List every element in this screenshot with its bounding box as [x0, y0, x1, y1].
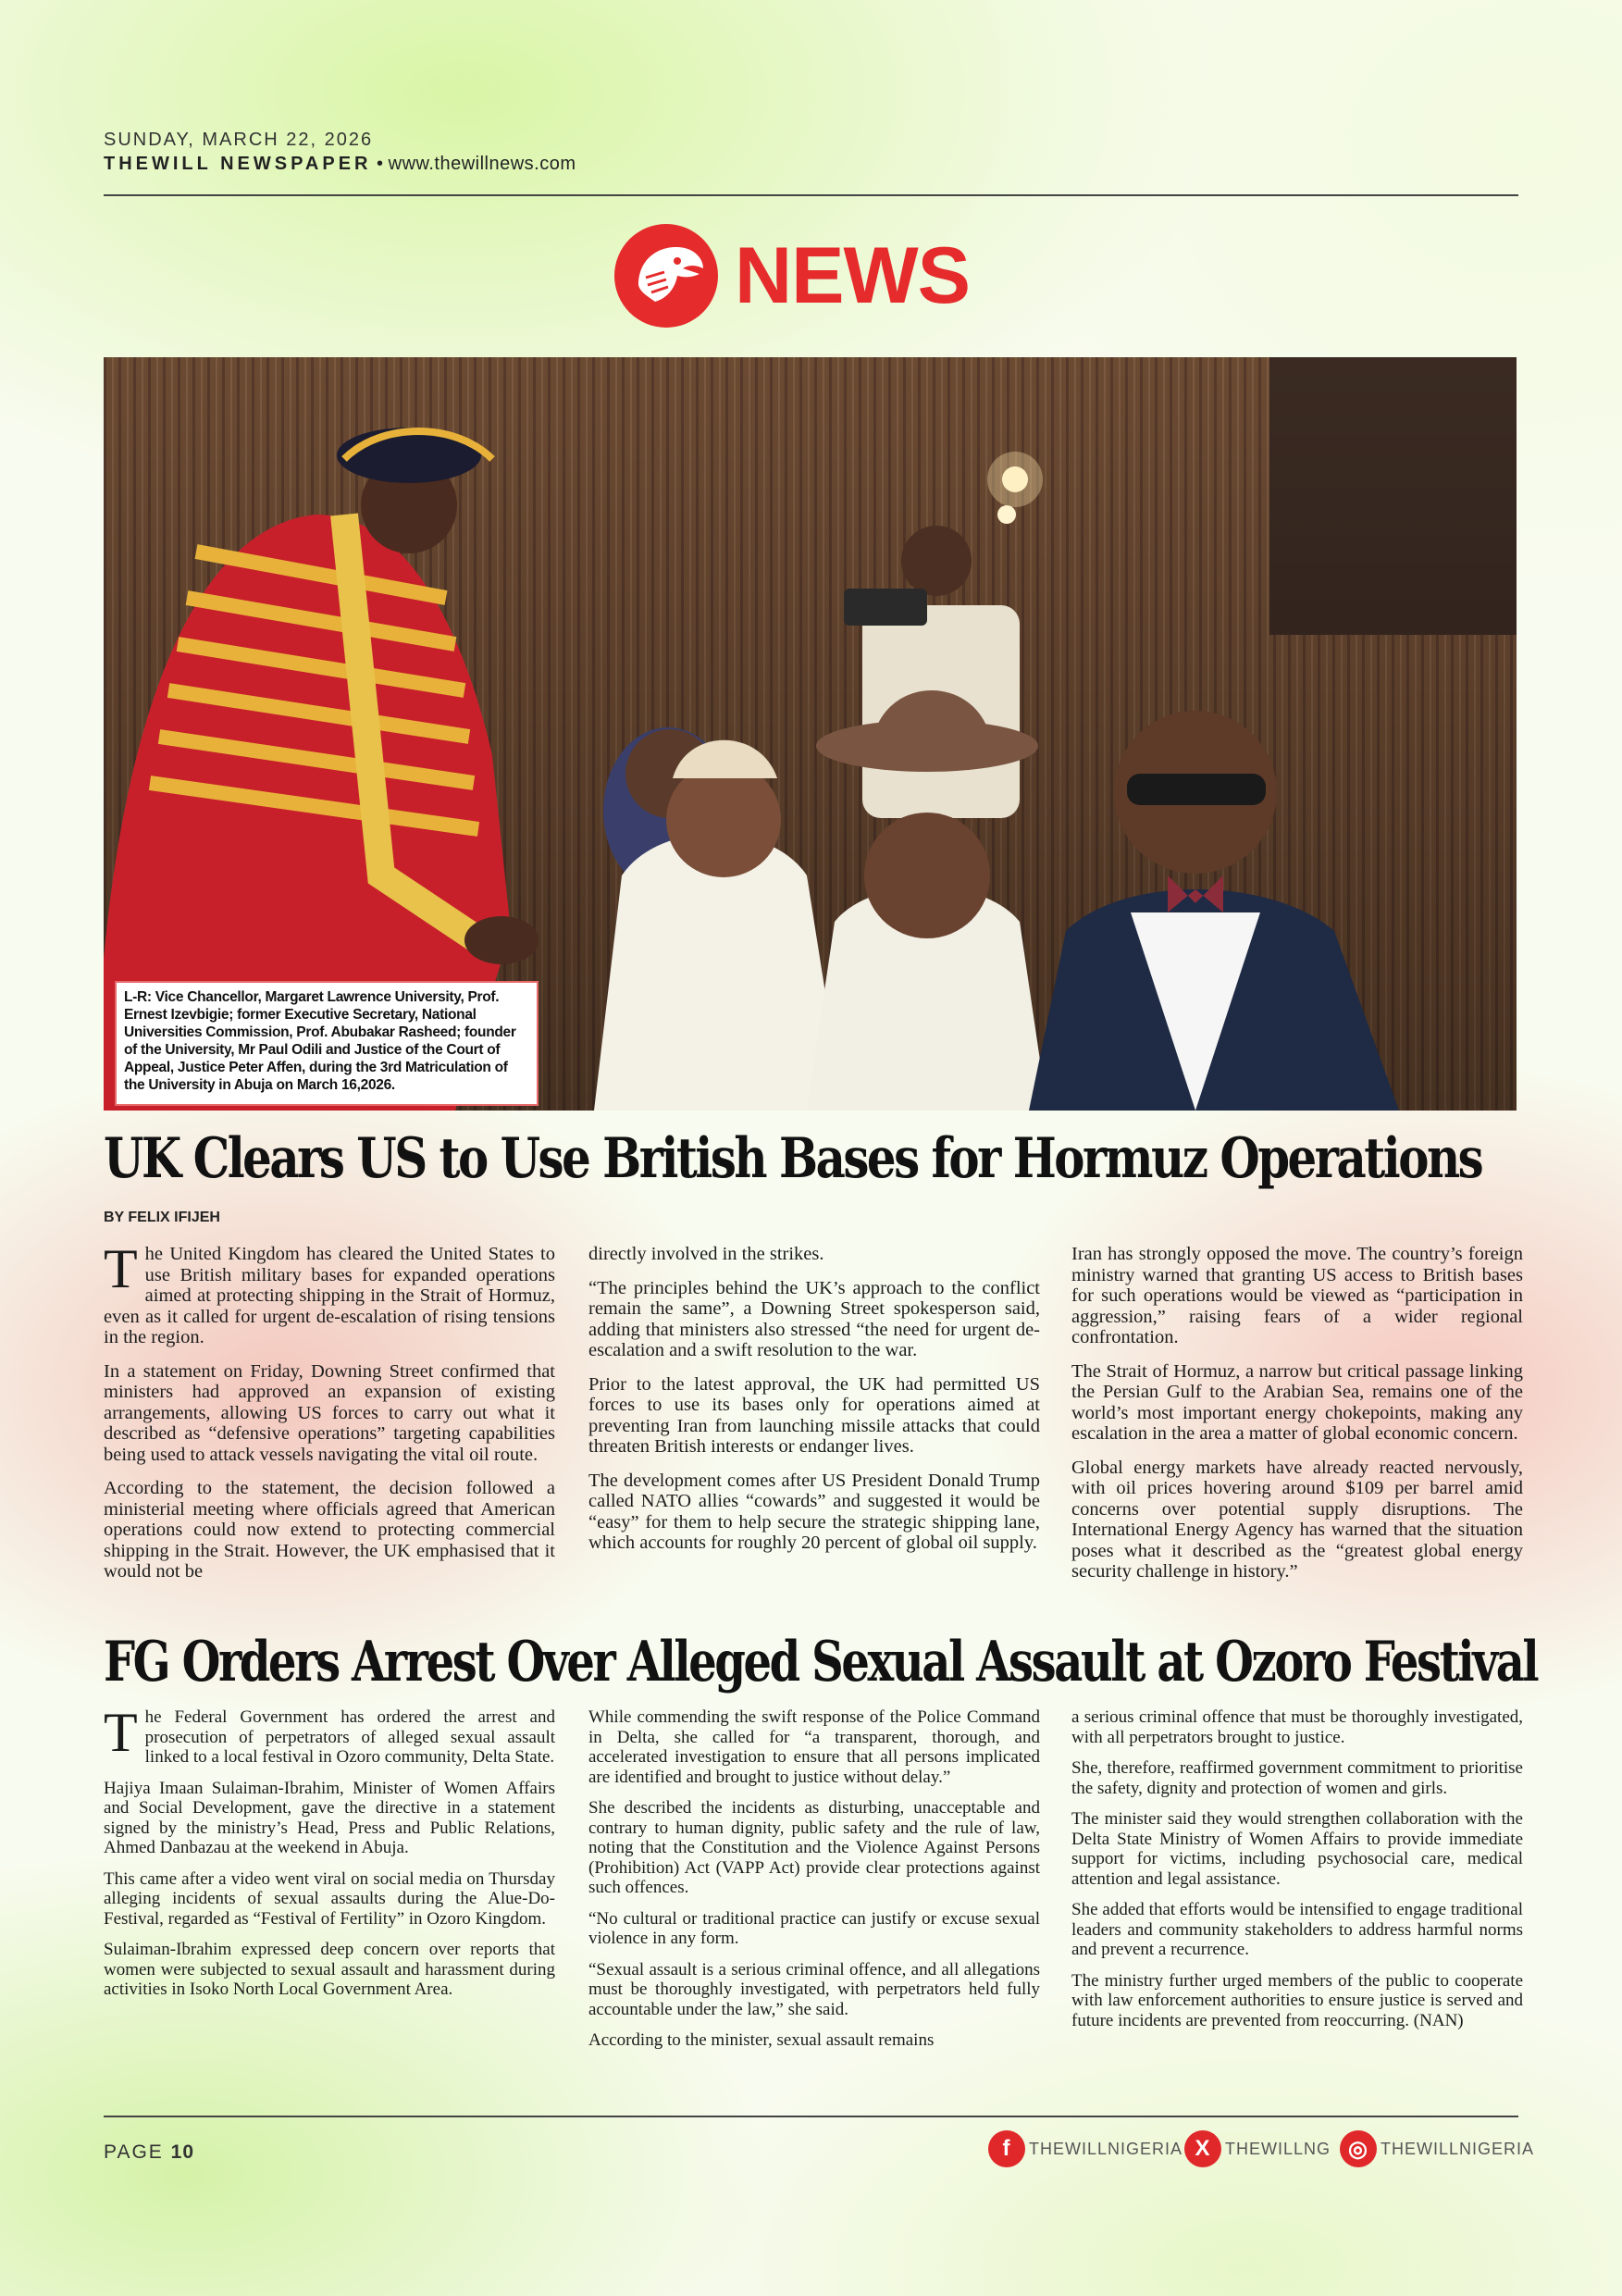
paragraph: This came after a video went viral on social media on Thursday alleging incidents of sexual assaults during the Alue-Do-Festival, regarded as “Festival of Fertility” in Ozoro Kingdom. — [104, 1868, 555, 1929]
section-title: NEWS — [735, 230, 970, 320]
page-number: PAGE 10 — [104, 2141, 194, 2163]
paragraph: The United Kingdom has cleared the United States to use British military bases for expanded operations aimed at protecting shipping in the Strait of Hormuz, even as it called for urgent de-escalation of rising tensions in the region. — [104, 1238, 555, 1347]
paragraph: The development comes after US President Donald Trump called NATO allies “cowards” and suggested it would be “easy” for them to help secure the strategic shipping lane, which accounts for roughly 20 percent of global oil supply. — [588, 1470, 1040, 1553]
paragraph: Sulaiman-Ibrahim expressed deep concern over reports that women were subjected to sexual assault and harassment during activities in Isoko North Local Government Area. — [104, 1940, 555, 1999]
paragraph: While commending the swift response of the Police Command in Delta, she called for “a transparent, thorough, and accelerated investigation to ensure that all persons implicated are identified and brought to justice without delay.” — [588, 1707, 1040, 1787]
paragraph: According to the minister, sexual assault remains — [588, 2030, 935, 2050]
drop-cap: T — [104, 1238, 138, 1299]
paragraph: Global energy markets have already reacted nervously, with oil prices hovering around $109 per barrel amid concerns over potential supply disruptions. The International Energy Agency has warned that the situation poses what it described as the “greatest global energy security challenge in history.” — [1071, 1457, 1523, 1582]
article1-byline: BY FELIX IFIJEH — [104, 1210, 220, 1225]
article1-column-1 — [104, 1238, 555, 1595]
paragraph: The ministry further urged members of the public to cooperate with law enforcement authorities to ensure justice is served and future incidents are prevented from reoccurring. (NAN) — [1071, 1970, 1523, 2030]
facebook-icon[interactable]: f — [988, 2130, 1025, 2167]
masthead-line — [104, 154, 576, 175]
article1-column-3 — [1071, 1244, 1523, 1595]
paragraph: “No cultural or traditional practice can justify or excuse sexual violence in any form. — [588, 1908, 1040, 1948]
section-logo — [611, 220, 970, 331]
paragraph: She described the incidents as disturbing, unacceptable and contrary to human dignity, public safety and the rule of law, noting that the Constitution and the Violence Against Persons (Prohibition) Act (VAPP Act) provide clear protections against such offences. — [588, 1798, 1040, 1897]
instagram-icon[interactable]: ◎ — [1340, 2130, 1377, 2167]
paragraph: The Strait of Hormuz, a narrow but critical passage linking the Persian Gulf to the Arabian Sea, remains one of the world’s most important energy chokepoints, making any escalation in the area a matter of global economic concern. — [1071, 1360, 1523, 1444]
x-handle[interactable]: THEWILLNG — [1225, 2139, 1331, 2158]
article2-headline: FG Orders Arrest Over Alleged Sexual Assault at Ozoro Festival — [104, 1630, 1538, 1694]
x-icon[interactable]: X — [1184, 2130, 1221, 2167]
footer-rule — [104, 2116, 1518, 2117]
instagram-handle[interactable]: THEWILLNIGERIA — [1381, 2139, 1535, 2158]
article2-column-2 — [588, 1707, 1040, 2062]
paragraph: She added that efforts would be intensified to engage traditional leaders and community stakeholders to address harmful norms and prevent a recurrence. — [1071, 1900, 1523, 1959]
social-instagram[interactable] — [1340, 2130, 1534, 2167]
paragraph: “Sexual assault is a serious criminal offence, and all allegations must be thoroughly investigated, with perpetrators held fully accountable under the law,” she said. — [588, 1959, 1040, 2019]
photo-caption: L-R: Vice Chancellor, Margaret Lawrence University, Prof. Ernest Izevbigie; former Executive Secretary, National Universities Commission, Prof. Abubakar Rasheed; founder of the University, Mr Paul Odili and Justice of the Court of Appeal, Justice Peter Affen, during the 3rd Matriculation of the University in Abuja on March 16,2026. — [115, 981, 539, 1106]
article2-column-3 — [1071, 1707, 1523, 2042]
social-x[interactable] — [1184, 2130, 1331, 2167]
article2-column-1 — [104, 1702, 555, 2011]
paragraph: Iran has strongly opposed the move. The country’s foreign ministry warned that granting US access to British bases for such operations would be viewed as “participation in aggression,” raising fears of a wider regional confrontation. — [1071, 1244, 1523, 1347]
paper-name: THEWILL NEWSPAPER — [104, 154, 372, 174]
paragraph: Hajiya Imaan Sulaiman-Ibrahim, Minister of Women Affairs and Social Development, gave the directive in a statement signed by the ministry’s Head, Press and Public Relations, Ahmed Danbazau at the weekend in Abuja. — [104, 1778, 555, 1857]
header-rule — [104, 194, 1518, 196]
paragraph: “The principles behind the UK’s approach to the conflict remain the same”, a Downing Street spokesperson said, adding that ministers also stressed “the need for urgent de-escalation and a swift resolution to the war. — [588, 1277, 1040, 1360]
drop-cap: T — [104, 1702, 138, 1763]
paragraph: She, therefore, reaffirmed government commitment to prioritise the safety, dignity and protection of women and girls. — [1071, 1758, 1523, 1798]
article1-headline: UK Clears US to Use British Bases for Hormuz Operations — [104, 1126, 1482, 1191]
paper-url[interactable]: www.thewillnews.com — [388, 154, 576, 174]
separator-bullet: • — [377, 154, 384, 174]
paragraph: directly involved in the strikes. — [588, 1244, 824, 1264]
eagle-icon — [611, 220, 722, 331]
paragraph: According to the statement, the decision followed a ministerial meeting where officials agreed that American operations could now extend to protecting commercial shipping in the Strait. However, the UK emphasised that it would not be — [104, 1478, 555, 1582]
paragraph: The Federal Government has ordered the arrest and prosecution of perpetrators of alleged sexual assault linked to a local festival in Ozoro community, Delta State. — [104, 1702, 555, 1767]
article1-column-2 — [588, 1244, 1040, 1567]
facebook-handle[interactable]: THEWILLNIGERIA — [1029, 2139, 1183, 2158]
social-facebook[interactable] — [988, 2130, 1182, 2167]
issue-date: SUNDAY, MARCH 22, 2026 — [104, 130, 374, 150]
paragraph: The minister said they would strengthen collaboration with the Delta State Ministry of Women Affairs to provide immediate support for victims, including psychosocial care, medical attention and legal assistance. — [1071, 1809, 1523, 1889]
paragraph: a serious criminal offence that must be thoroughly investigated, with all perpetrators brought to justice. — [1071, 1707, 1523, 1747]
paragraph: In a statement on Friday, Downing Street confirmed that ministers had approved an expansion of existing arrangements, allowing US forces to carry out what it described as “defensive operations” targeting capabilities being used to attack vessels navigating the vital oil route. — [104, 1360, 555, 1465]
paragraph: Prior to the latest approval, the UK had permitted US forces to use its bases only for operations aimed at preventing Iran from launching missile attacks that could threaten British interests or endanger lives. — [588, 1373, 1040, 1457]
